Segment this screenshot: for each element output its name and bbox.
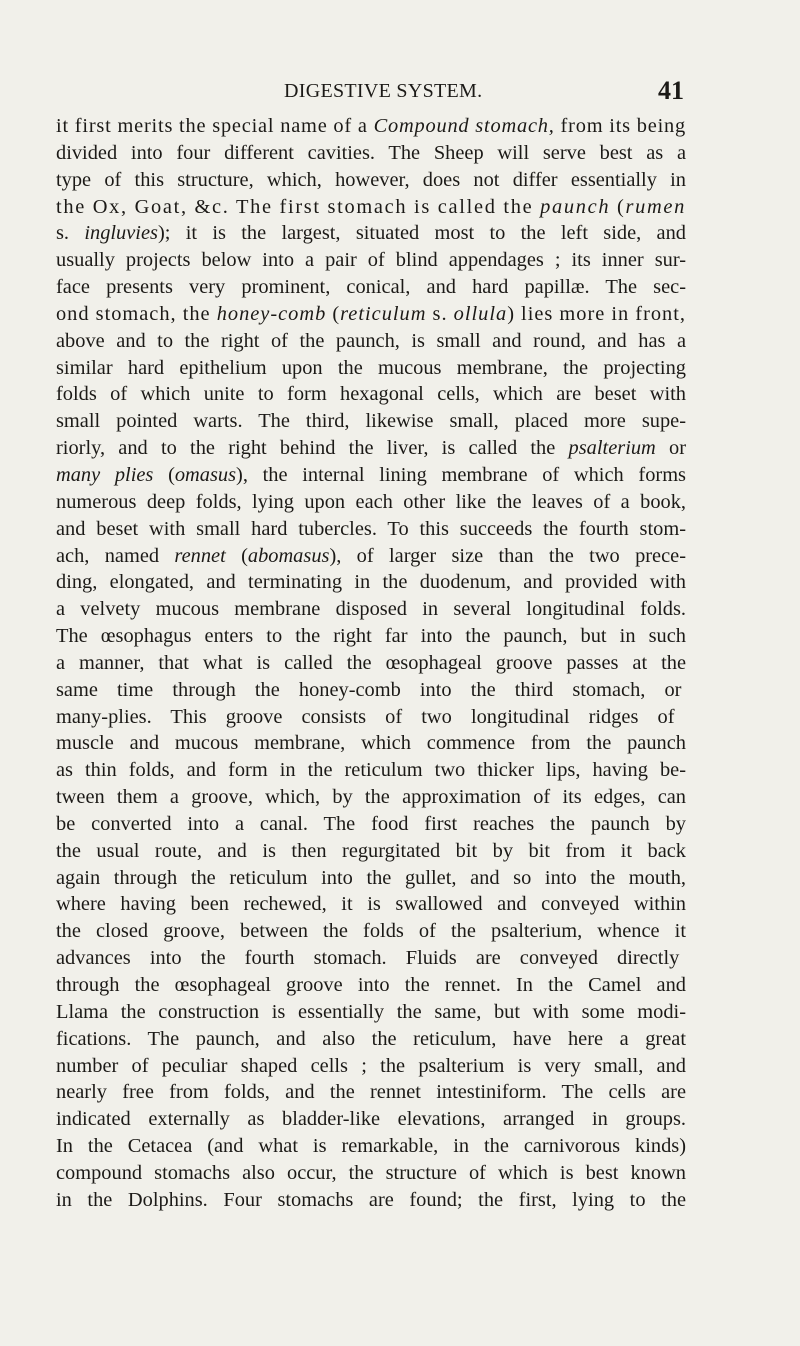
italic-text: omasus — [174, 463, 237, 486]
text-segment: or — [655, 437, 686, 460]
text-line — [56, 1133, 686, 1160]
text-line — [56, 516, 686, 543]
text-segment: small pointed warts. The third, likewise small, placed more supe- — [56, 410, 686, 433]
italic-text: psalterium — [568, 437, 656, 460]
italic-text: reticulum — [340, 302, 427, 325]
text-segment: riorly, and to the right behind the liver, is called the — [56, 437, 569, 460]
text-segment: divided into four different cavities. The Sheep will serve best as a — [56, 141, 686, 164]
text-segment: ), the internal lining membrane of which forms — [236, 463, 686, 486]
text-segment: the usual route, and is then regurgitated bit by bit from it back — [56, 839, 686, 862]
text-line — [56, 462, 686, 489]
text-segment: numerous deep folds, lying upon each other like the leaves of a book, — [56, 490, 686, 513]
text-segment: similar hard epithelium upon the mucous membrane, the projecting — [56, 356, 686, 379]
text-line — [56, 381, 686, 408]
text-segment: number of peculiar shaped cells ; the psalterium is very small, and — [56, 1054, 686, 1077]
text-line — [56, 730, 686, 757]
running-head — [284, 76, 684, 108]
text-segment: through the œsophageal groove into the rennet. In the Camel and — [56, 974, 686, 996]
text-line — [56, 972, 686, 999]
italic-text: honey-comb — [216, 302, 327, 325]
text-segment: ond stomach, the — [56, 302, 217, 325]
text-segment: and beset with small hard tubercles. To this succeeds the fourth stom- — [56, 517, 686, 540]
page-number: 41 — [658, 76, 684, 105]
text-segment: muscle and mucous membrane, which commence from the paunch — [56, 732, 686, 755]
text-line — [56, 811, 686, 838]
text-segment: ( — [153, 463, 175, 486]
text-segment: compound stomachs also occur, the structure of which is best known — [56, 1161, 686, 1184]
text-line — [56, 891, 686, 918]
text-segment: In the Cetacea (and what is remarkable, in the carnivorous kinds) — [56, 1135, 686, 1158]
text-line — [56, 274, 686, 301]
text-line — [56, 408, 686, 435]
text-line — [56, 918, 686, 945]
text-segment: again through the reticulum into the gullet, and so into the mouth, — [56, 866, 686, 889]
text-line — [56, 623, 686, 650]
text-line — [56, 569, 686, 596]
text-segment: above and to the right of the paunch, is small and round, and has a — [56, 329, 686, 352]
text-line — [56, 1026, 686, 1053]
text-segment: as thin folds, and form in the reticulum two thicker lips, having be- — [56, 759, 686, 782]
text-segment: nearly free from folds, and the rennet intestiniform. The cells are — [56, 1081, 686, 1104]
text-line — [56, 328, 686, 355]
text-segment: folds of which unite to form hexagonal cells, which are beset with — [56, 383, 686, 406]
text-line — [56, 113, 686, 140]
text-segment: same time through the honey-comb into the third stomach, or — [56, 678, 682, 701]
italic-text: ollula — [453, 302, 508, 325]
text-line — [56, 838, 686, 865]
text-line — [56, 865, 686, 892]
text-segment: indicated externally as bladder-like elevations, arranged in groups. — [56, 1108, 686, 1131]
text-segment: ding, elongated, and terminating in the duodenum, and provided with — [56, 571, 686, 594]
text-segment: many-plies. This groove consists of two longitudinal ridges of — [56, 705, 675, 728]
text-segment: ), of larger size than the two prece- — [329, 544, 686, 567]
body-text — [56, 113, 686, 1214]
text-line — [56, 301, 686, 328]
italic-text: rumen — [625, 195, 686, 218]
text-segment: usually projects below into a pair of blind appendages ; its inner sur- — [56, 249, 686, 272]
text-line — [56, 543, 686, 570]
text-segment: a velvety mucous membrane disposed in several longitudinal folds. — [56, 598, 686, 621]
text-segment: ( — [610, 195, 626, 218]
text-line — [56, 1079, 686, 1106]
text-segment: ( — [326, 302, 341, 325]
text-segment: be converted into a canal. The food first reaches the paunch by — [56, 812, 686, 835]
italic-text: ingluvies — [84, 222, 158, 245]
text-segment: s. — [426, 302, 454, 325]
text-segment: from its being — [554, 115, 686, 137]
italic-text: Compound stomach, — [373, 115, 555, 137]
text-segment: fications. The paunch, and also the reticulum, have here a great — [56, 1027, 686, 1050]
text-segment: ach, named — [56, 544, 175, 567]
text-segment: type of this structure, which, however, does not differ essentially in — [56, 168, 686, 191]
italic-text: abomasus — [247, 544, 330, 567]
text-segment: s. — [56, 222, 85, 245]
text-segment: The œsophagus enters to the right far into the paunch, but in such — [56, 625, 686, 648]
text-line — [56, 355, 686, 382]
text-line — [56, 1160, 686, 1187]
text-line — [56, 1187, 686, 1214]
text-line — [56, 435, 686, 462]
text-line — [56, 704, 686, 731]
text-line — [56, 596, 686, 623]
text-line — [56, 489, 686, 516]
text-line — [56, 1053, 686, 1080]
text-line — [56, 194, 686, 221]
text-line — [56, 247, 686, 274]
text-segment: it first merits the special name of a — [56, 115, 374, 137]
italic-text: rennet — [174, 544, 226, 567]
text-segment: where having been rechewed, it is swallowed and conveyed within — [56, 893, 686, 916]
text-line — [56, 650, 686, 677]
text-line — [56, 1106, 686, 1133]
text-segment: in the Dolphins. Four stomachs are found; the first, lying to the — [56, 1188, 686, 1211]
text-line — [56, 140, 686, 167]
text-segment: Llama the construction is essentially the same, but with some modi- — [56, 1000, 686, 1023]
text-segment: a manner, that what is called the œsophageal groove passes at the — [56, 651, 686, 674]
text-line — [56, 167, 686, 194]
text-line — [56, 784, 686, 811]
text-segment: face presents very prominent, conical, and hard papillæ. The sec- — [56, 276, 686, 299]
text-line — [56, 945, 686, 972]
text-segment: ); — [157, 222, 171, 245]
text-segment: ( — [225, 544, 248, 567]
italic-text: many plies — [56, 463, 154, 486]
text-segment: advances into the fourth stomach. Fluids are conveyed directly — [56, 947, 680, 970]
text-line — [56, 999, 686, 1026]
text-segment: the closed groove, between the folds of the psalterium, whence it — [56, 920, 686, 943]
running-title: DIGESTIVE SYSTEM. — [284, 80, 483, 102]
text-line — [56, 677, 686, 704]
text-line — [56, 220, 686, 247]
text-line — [56, 757, 686, 784]
text-segment: tween them a groove, which, by the approximation of its edges, can — [56, 786, 686, 809]
text-segment: the Ox, Goat, &c. The first stomach is called the — [56, 195, 541, 218]
italic-text: paunch — [540, 195, 611, 218]
text-segment: it is the largest, situated most to the left side, and — [170, 222, 686, 245]
text-segment: ) lies more in front, — [507, 302, 686, 325]
